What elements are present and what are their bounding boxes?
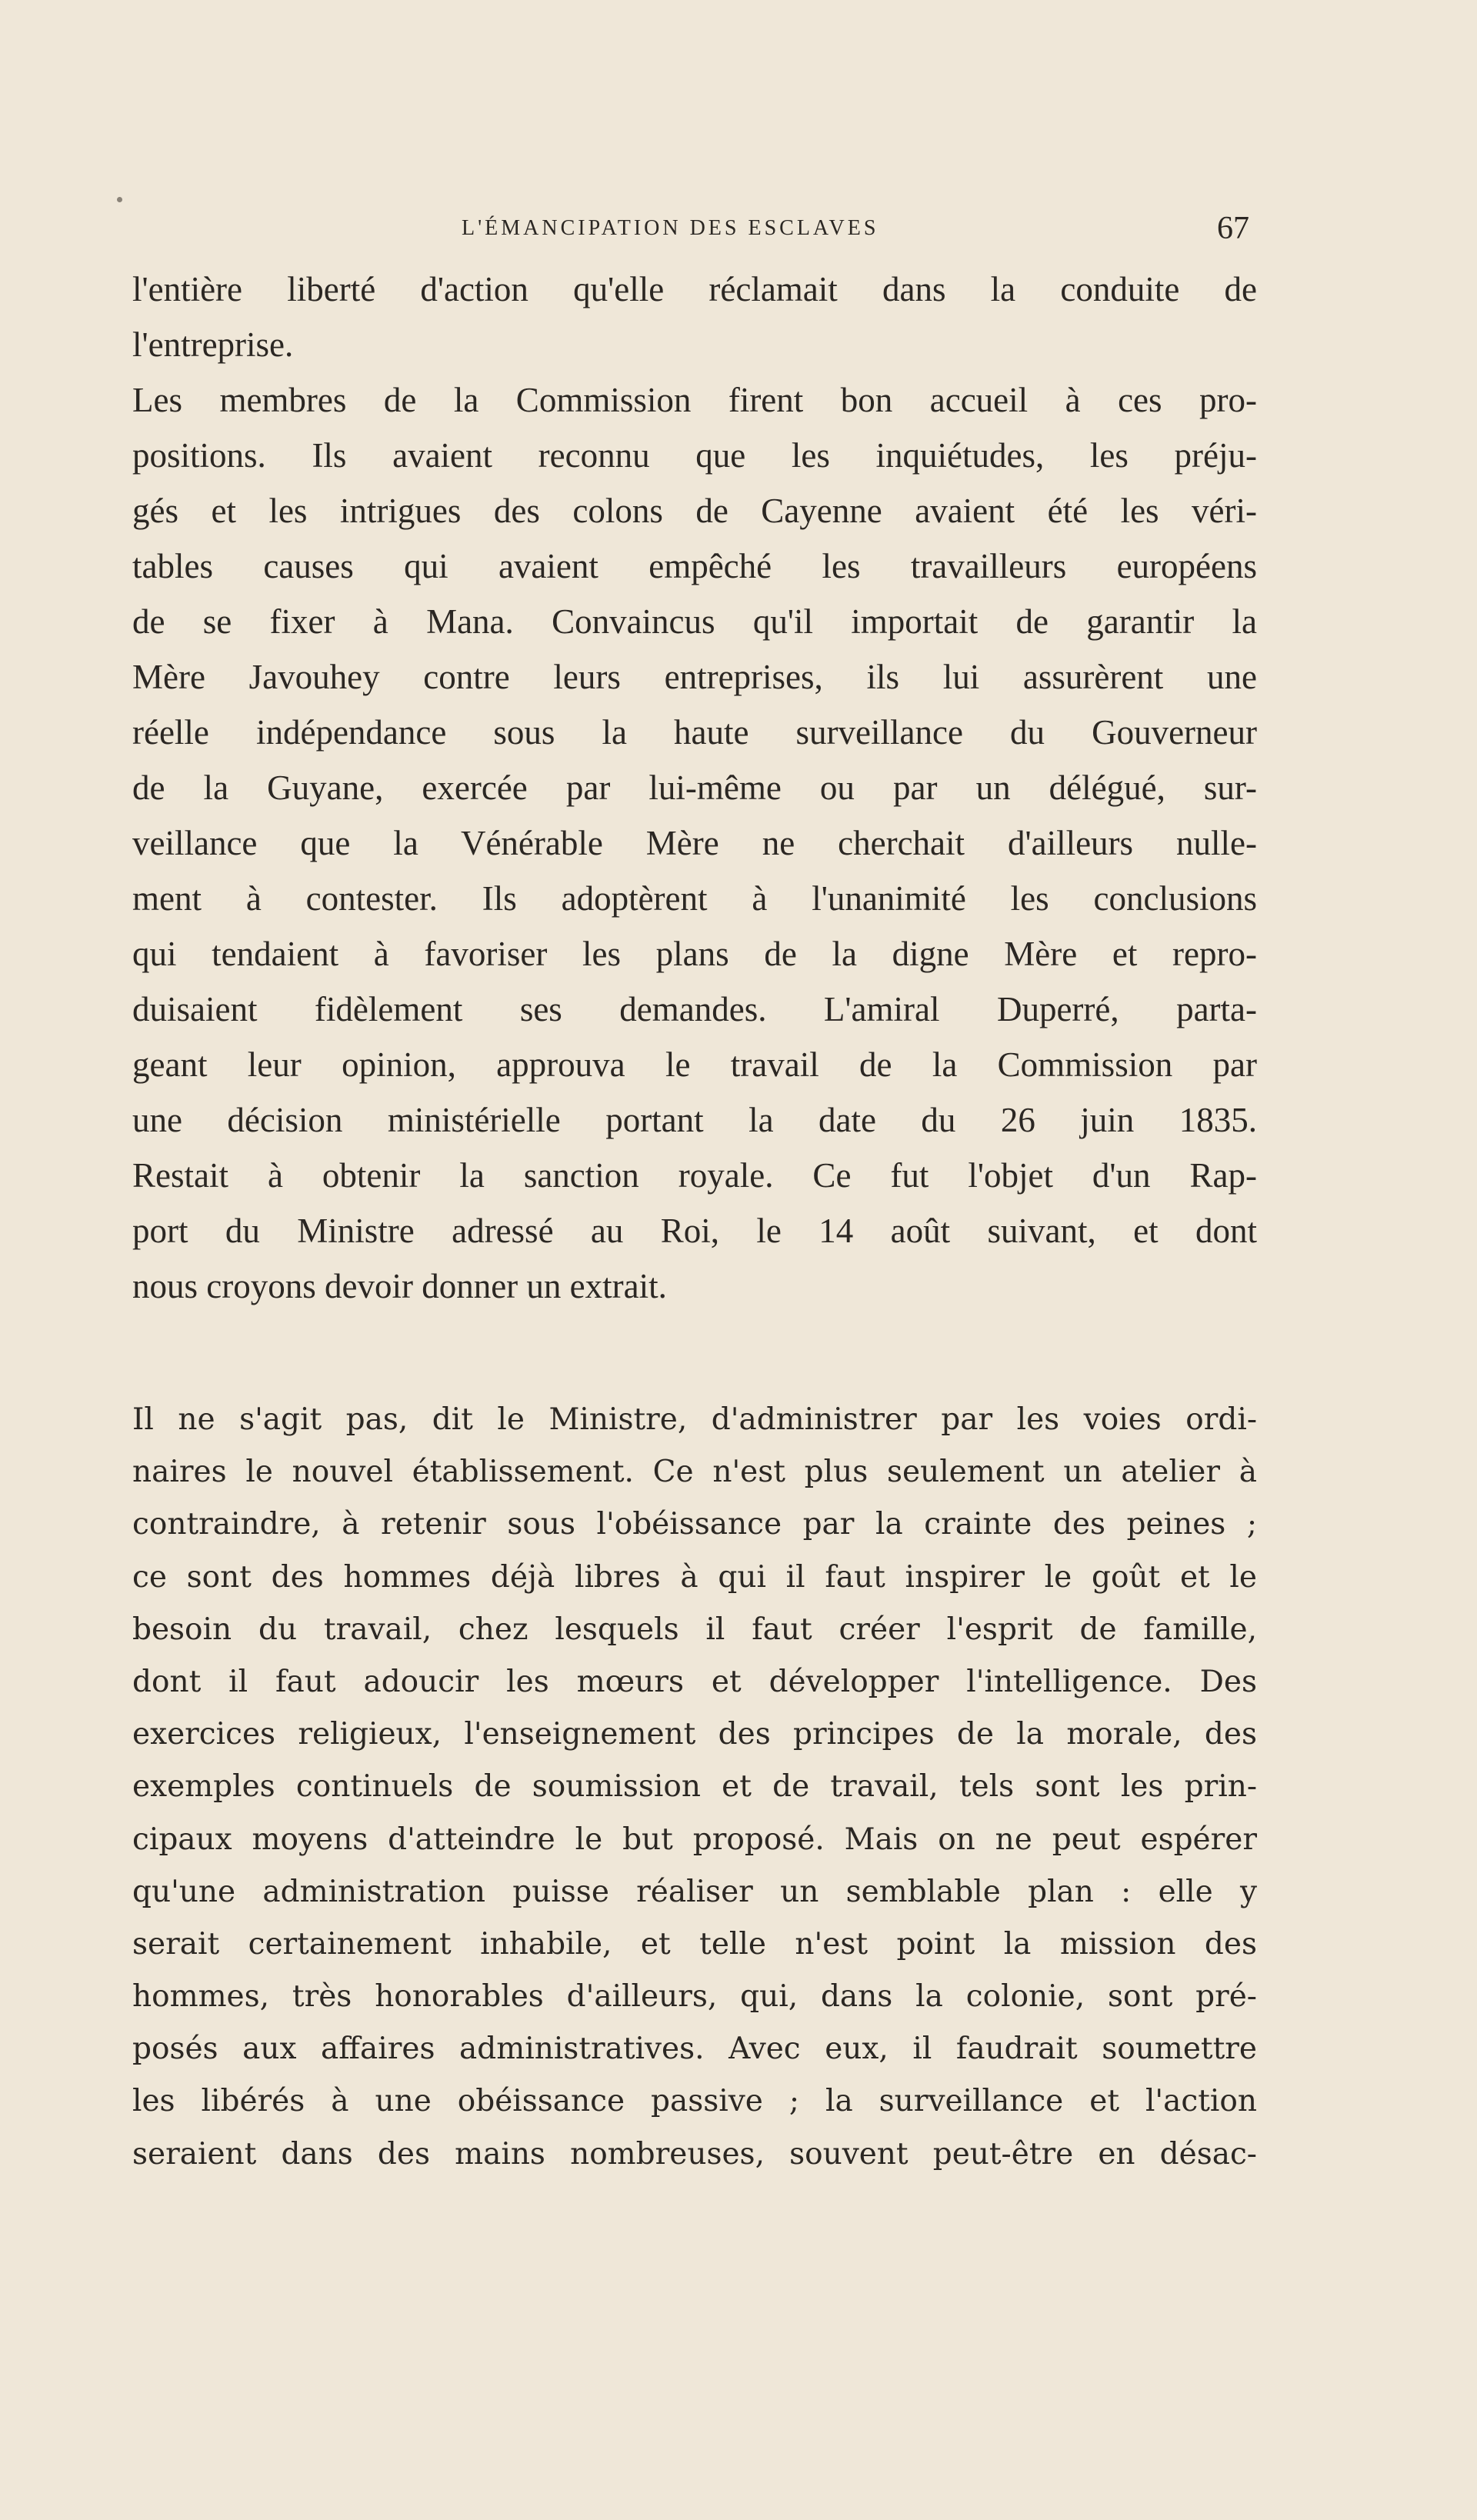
text-line: duisaient fidèlement ses demandes. L'amiral Duperré, parta-: [132, 990, 1257, 1028]
quote-line: posés aux affaires administratives. Avec eux, il faudrait soumettre: [132, 2032, 1257, 2067]
text-line: gés et les intrigues des colons de Cayenne avaient été les véri-: [132, 492, 1257, 530]
quote-line: serait certainement inhabile, et telle n'est point la mission des: [132, 1926, 1257, 1962]
text-line: qui tendaient à favoriser les plans de la digne Mère et repro-: [132, 935, 1257, 973]
text-line: geant leur opinion, approuva le travail de la Commission par: [132, 1045, 1257, 1084]
running-title: L'ÉMANCIPATION DES ESCLAVES: [462, 216, 879, 240]
text-line: l'entreprise.: [132, 325, 294, 364]
page-number: 67: [1217, 211, 1249, 246]
paper-speck: [117, 197, 122, 202]
text-line: de se fixer à Mana. Convaincus qu'il importait de garantir la: [132, 602, 1257, 641]
quote-line: cipaux moyens d'atteindre le but proposé. Mais on ne peut espérer: [132, 1822, 1257, 1857]
text-line: Restait à obtenir la sanction royale. Ce fut l'objet d'un Rap-: [132, 1156, 1257, 1195]
text-line: Mère Javouhey contre leurs entreprises, ils lui assurèrent une: [132, 658, 1257, 696]
text-line: une décision ministérielle portant la date du 26 juin 1835.: [132, 1101, 1257, 1139]
page-body: [132, 262, 1257, 2181]
text-line: de la Guyane, exercée par lui-même ou par un délégué, sur-: [132, 768, 1257, 807]
text-line: réelle indépendance sous la haute surveillance du Gouverneur: [132, 713, 1257, 752]
text-line: Les membres de la Commission firent bon accueil à ces pro-: [132, 381, 1257, 419]
quote-line: exemples continuels de soumission et de travail, tels sont les prin-: [132, 1769, 1257, 1805]
quote-line: seraient dans des mains nombreuses, souvent peut-être en désac-: [132, 2136, 1257, 2172]
quote-line: hommes, très honorables d'ailleurs, qui, dans la colonie, sont pré-: [132, 1979, 1257, 2015]
quote-line: les libérés à une obéissance passive ; la surveillance et l'action: [132, 2084, 1257, 2119]
ministerial-quote: [132, 1394, 1257, 2181]
quote-line: Il ne s'agit pas, dit le Ministre, d'administrer par les voies ordi-: [132, 1402, 1257, 1437]
quote-line: contraindre, à retenir sous l'obéissance par la crainte des peines ;: [132, 1507, 1257, 1542]
text-line: nous croyons devoir donner un extrait.: [132, 1267, 667, 1305]
text-line: positions. Ils avaient reconnu que les inquiétudes, les préju-: [132, 436, 1257, 475]
running-head: [0, 209, 1477, 248]
text-line: veillance que la Vénérable Mère ne cherchait d'ailleurs nulle-: [132, 824, 1257, 862]
quote-line: dont il faut adoucir les mœurs et développer l'intelligence. Des: [132, 1664, 1257, 1699]
text-line: tables causes qui avaient empêché les travailleurs européens: [132, 547, 1257, 585]
text-line: port du Ministre adressé au Roi, le 14 août suivant, et dont: [132, 1212, 1257, 1250]
quote-line: besoin du travail, chez lesquels il faut créer l'esprit de famille,: [132, 1612, 1257, 1647]
quote-line: exercices religieux, l'enseignement des principes de la morale, des: [132, 1717, 1257, 1752]
main-text: [132, 262, 1257, 1314]
quote-line: ce sont des hommes déjà libres à qui il faut inspirer le goût et le: [132, 1559, 1257, 1595]
text-line: ment à contester. Ils adoptèrent à l'unanimité les conclusions: [132, 879, 1257, 918]
quote-line: naires le nouvel établissement. Ce n'est plus seulement un atelier à: [132, 1455, 1257, 1490]
section-gap: [132, 1314, 1257, 1394]
text-line: l'entière liberté d'action qu'elle réclamait dans la conduite de: [132, 270, 1257, 308]
quote-line: qu'une administration puisse réaliser un semblable plan : elle y: [132, 1874, 1257, 1909]
